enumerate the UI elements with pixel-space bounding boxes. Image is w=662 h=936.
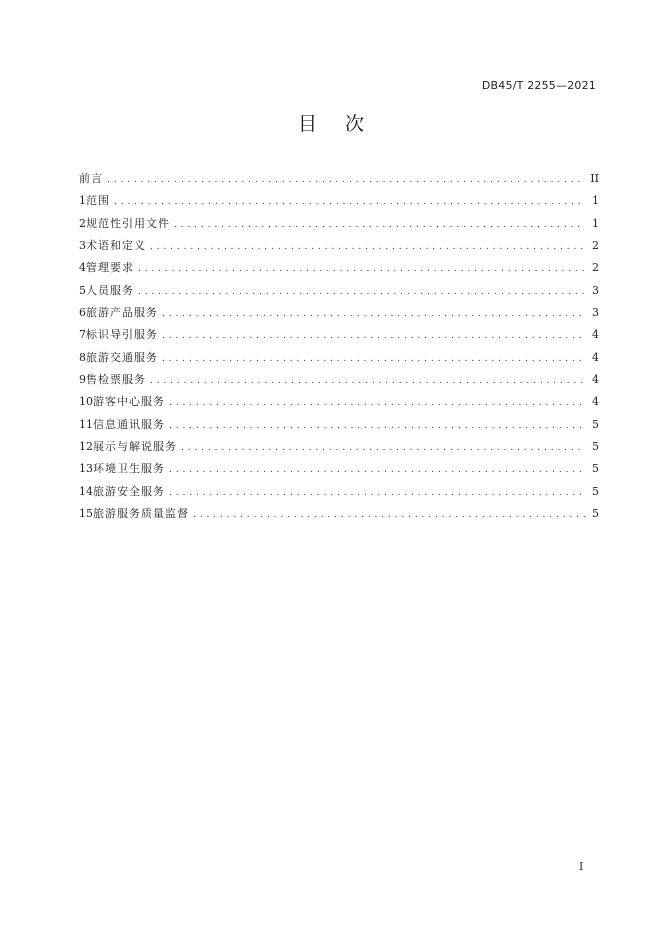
toc-entry[interactable]	[79, 391, 599, 413]
toc-entry-page: 1	[592, 194, 599, 208]
toc-entry-number: 9	[79, 373, 86, 387]
table-of-contents	[79, 168, 599, 526]
toc-entry-label: 范围	[86, 194, 110, 208]
toc-entry-page: 1	[592, 216, 599, 230]
toc-leader-dots	[114, 191, 585, 213]
toc-entry-page: 4	[592, 328, 599, 342]
toc-entry-label: 旅游安全服务	[93, 484, 165, 498]
toc-leader-dots	[162, 325, 585, 347]
toc-entry-label: 旅游产品服务	[86, 306, 158, 320]
toc-leader-dots	[169, 415, 585, 437]
toc-entry[interactable]	[79, 436, 599, 458]
toc-entry[interactable]	[79, 414, 599, 436]
toc-entry-label: 标识导引服务	[86, 328, 158, 342]
toc-entry[interactable]	[79, 458, 599, 480]
toc-entry-page: 2	[592, 261, 599, 275]
toc-entry-page: 5	[592, 484, 599, 498]
toc-entry-label: 旅游服务质量监督	[93, 507, 189, 521]
toc-leader-dots	[193, 504, 585, 526]
toc-leader-dots	[150, 236, 585, 258]
toc-leader-dots	[162, 303, 585, 325]
toc-entry-page: 4	[592, 395, 599, 409]
toc-entry[interactable]	[79, 481, 599, 503]
toc-entry-page: 5	[592, 507, 599, 521]
toc-entry-number: 8	[79, 350, 86, 364]
toc-entry-page: 5	[592, 440, 599, 454]
toc-entry-label: 信息通讯服务	[93, 417, 165, 431]
toc-leader-dots	[169, 482, 585, 504]
toc-entry[interactable]	[79, 213, 599, 235]
toc-leader-dots	[138, 258, 585, 280]
toc-entry-number: 13	[79, 462, 93, 476]
toc-entry[interactable]	[79, 257, 599, 279]
page-title: 目次	[297, 113, 392, 135]
toc-entry[interactable]	[79, 235, 599, 257]
toc-entry-page: 4	[592, 373, 599, 387]
toc-entry-page: 4	[592, 350, 599, 364]
toc-entry-label: 售检票服务	[86, 373, 146, 387]
document-code: DB45/T 2255—2021	[481, 79, 596, 92]
toc-entry-page: 5	[592, 417, 599, 431]
toc-leader-dots	[162, 348, 585, 370]
toc-entry-label: 人员服务	[86, 283, 134, 297]
toc-leader-dots	[169, 392, 585, 414]
toc-entry-label: 前言	[79, 172, 103, 185]
toc-entry-label: 展示与解说服务	[93, 440, 177, 454]
toc-entry-label: 术语和定义	[86, 239, 146, 253]
toc-entry-page: 3	[592, 306, 599, 320]
toc-leader-dots	[150, 370, 585, 392]
toc-entry-label: 旅游交通服务	[86, 350, 158, 364]
toc-leader-dots	[138, 281, 585, 303]
toc-entry-number: 7	[79, 328, 86, 342]
toc-entry-number: 3	[79, 239, 86, 253]
toc-entry-number: 5	[79, 283, 86, 297]
toc-entry[interactable]	[79, 190, 599, 212]
toc-leader-dots	[169, 459, 585, 481]
toc-entry-number: 2	[79, 216, 86, 230]
toc-entry-number: 15	[79, 507, 93, 521]
toc-entry-number: 1	[79, 194, 86, 208]
toc-entry[interactable]	[79, 503, 599, 525]
page-number: I	[579, 860, 584, 873]
toc-entry-label: 规范性引用文件	[86, 216, 170, 230]
toc-leader-dots	[174, 214, 585, 236]
toc-entry-number: 14	[79, 484, 93, 498]
toc-leader-dots	[181, 437, 585, 459]
toc-entry-page: 3	[592, 283, 599, 297]
toc-entry-page: II	[590, 172, 599, 185]
toc-entry-label: 游客中心服务	[93, 395, 165, 409]
toc-entry-number: 10	[79, 395, 93, 409]
toc-entry-number: 11	[79, 417, 93, 431]
toc-leader-dots	[107, 169, 585, 191]
toc-entry-label: 管理要求	[86, 261, 134, 275]
toc-entry[interactable]	[79, 302, 599, 324]
toc-entry-number: 12	[79, 440, 93, 454]
toc-entry[interactable]	[79, 347, 599, 369]
toc-entry-number: 4	[79, 261, 86, 275]
toc-entry[interactable]	[79, 168, 599, 190]
toc-entry-number: 6	[79, 306, 86, 320]
toc-entry-label: 环境卫生服务	[93, 462, 165, 476]
toc-entry-page: 2	[592, 239, 599, 253]
toc-entry[interactable]	[79, 324, 599, 346]
toc-entry[interactable]	[79, 369, 599, 391]
toc-entry-page: 5	[592, 462, 599, 476]
toc-entry[interactable]	[79, 280, 599, 302]
